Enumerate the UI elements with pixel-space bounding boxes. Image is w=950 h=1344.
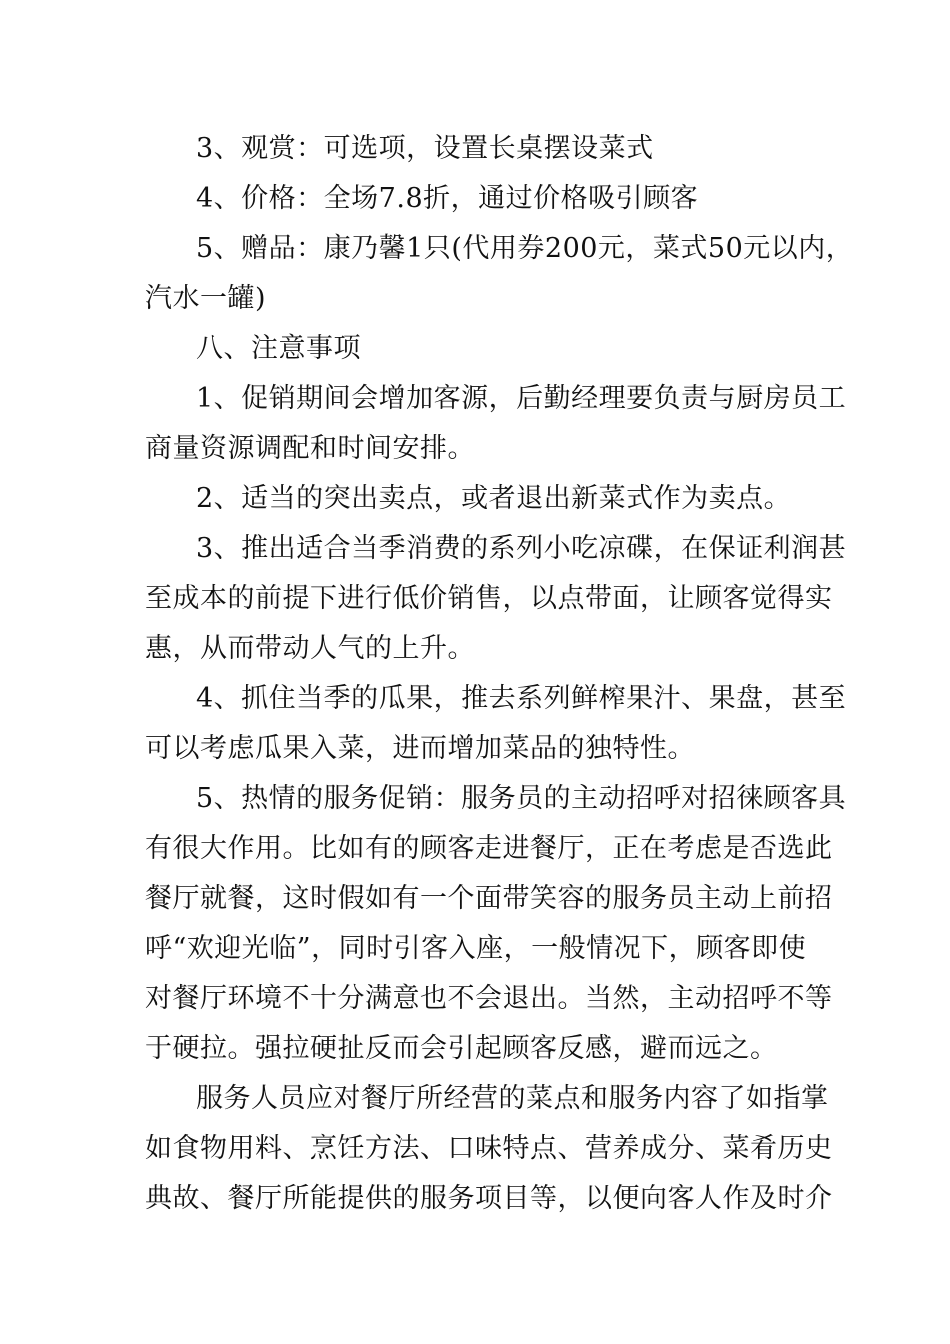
text-line-12: 4、抓住当季的瓜果，推去系列鲜榨果汁、果盘，甚至 xyxy=(196,683,847,714)
text-line-17: 呼“欢迎光临”，同时引客入座，一般情况下，顾客即使 xyxy=(145,933,807,964)
text-line-18: 对餐厅环境不十分满意也不会退出。当然，主动招呼不等 xyxy=(145,983,833,1014)
text-line-6: 1、促销期间会增加客源，后勤经理要负责与厨房员工 xyxy=(196,383,847,414)
text-line-20: 服务人员应对餐厅所经营的菜点和服务内容了如指掌 xyxy=(196,1083,829,1114)
text-line-2: 4、价格：全场7.8折，通过价格吸引顾客 xyxy=(196,183,699,214)
text-line-15: 有很大作用。比如有的顾客走进餐厅，正在考虑是否选此 xyxy=(145,833,833,864)
text-line-13: 可以考虑瓜果入菜，进而增加菜品的独特性。 xyxy=(145,733,695,764)
text-line-16: 餐厅就餐，这时假如有一个面带笑容的服务员主动上前招 xyxy=(145,883,833,914)
section-heading: 八、注意事项 xyxy=(196,333,361,364)
text-line-3: 5、赠品：康乃馨1只(代用券200元，菜式50元以内， xyxy=(196,233,854,264)
text-line-19: 于硬拉。强拉硬扯反而会引起顾客反感，避而远之。 xyxy=(145,1033,778,1064)
text-line-7: 商量资源调配和时间安排。 xyxy=(145,433,475,464)
text-line-14: 5、热情的服务促销：服务员的主动招呼对招徕顾客具 xyxy=(196,783,847,814)
text-line-4: 汽水一罐) xyxy=(145,283,267,314)
text-line-1: 3、观赏：可选项，设置长桌摆设菜式 xyxy=(196,133,654,164)
text-line-10: 至成本的前提下进行低价销售，以点带面，让顾客觉得实 xyxy=(145,583,833,614)
text-line-8: 2、适当的突出卖点，或者退出新菜式作为卖点。 xyxy=(196,483,792,514)
text-line-9: 3、推出适合当季消费的系列小吃凉碟，在保证利润甚 xyxy=(196,533,847,564)
text-line-21: 如食物用料、烹饪方法、口味特点、营养成分、菜肴历史 xyxy=(145,1133,833,1164)
text-line-22: 典故、餐厅所能提供的服务项目等，以便向客人作及时介 xyxy=(145,1183,833,1214)
text-line-11: 惠，从而带动人气的上升。 xyxy=(145,633,475,664)
